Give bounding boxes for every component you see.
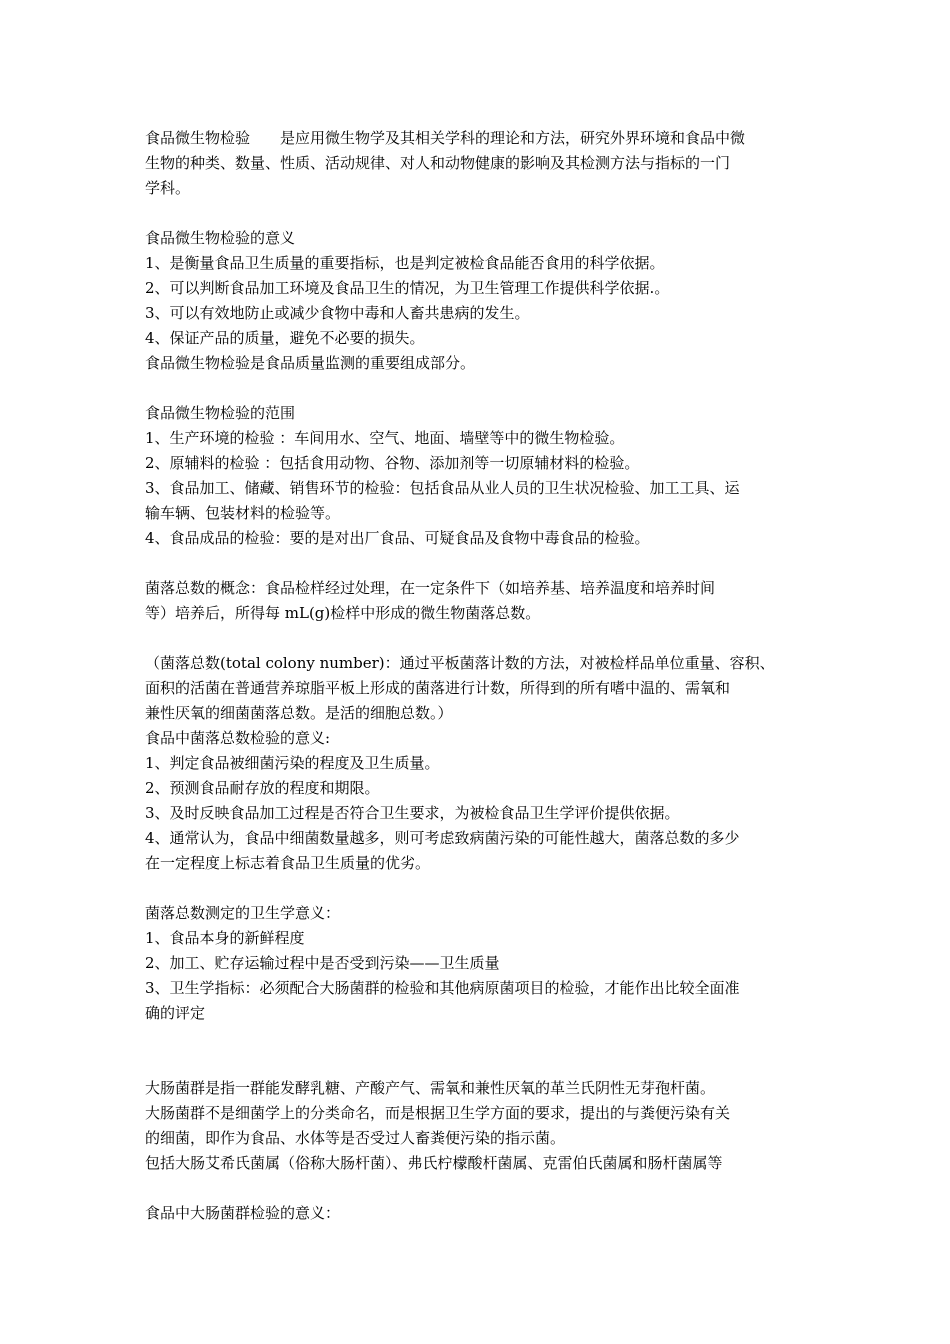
list-item: 1、是衡量食品卫生质量的重要指标，也是判定被检食品能否食用的科学依据。 bbox=[145, 254, 665, 272]
list-item: 4、通常认为，食品中细菌数量越多，则可考虑致病菌污染的可能性越大，菌落总数的多少 bbox=[145, 829, 740, 847]
paragraph-line: 的细菌，即作为食品、水体等是否受过人畜粪便污染的指示菌。 bbox=[145, 1129, 566, 1147]
section-heading: 菌落总数测定的卫生学意义： bbox=[145, 904, 341, 922]
blank-line bbox=[145, 1176, 815, 1201]
list-item: 1、判定食品被细菌污染的程度及卫生质量。 bbox=[145, 754, 440, 772]
paragraph-line: 大肠菌群不是细菌学上的分类命名，而是根据卫生学方面的要求，提出的与粪便污染有关 bbox=[145, 1104, 731, 1122]
paragraph-line: 包括大肠艾希氏菌属（俗称大肠杆菌）、弗氏柠檬酸杆菌属、克雷伯氏菌属和肠杆菌属等 bbox=[145, 1154, 723, 1172]
paragraph-line: 菌落总数的概念：食品检样经过处理，在一定条件下（如培养基、培养温度和培养时间 bbox=[145, 579, 716, 597]
paragraph-line: 大肠菌群是指一群能发酵乳糖、产酸产气、需氧和兼性厌氧的革兰氏阴性无芽孢杆菌。 bbox=[145, 1079, 716, 1097]
blank-line bbox=[145, 551, 815, 576]
list-item: 3、卫生学指标：必须配合大肠菌群的检验和其他病原菌项目的检验，才能作出比较全面准 bbox=[145, 979, 740, 997]
list-item-continued: 输车辆、包装材料的检验等。 bbox=[145, 504, 341, 522]
paragraph-line: 生物的种类、数量、性质、活动规律、对人和动物健康的影响及其检测方法与指标的一门 bbox=[145, 154, 731, 172]
list-item: 2、加工、贮存运输过程中是否受到污染——卫生质量 bbox=[145, 954, 500, 972]
list-item: 1、食品本身的新鲜程度 bbox=[145, 929, 305, 947]
section-heading: 食品中菌落总数检验的意义: bbox=[145, 729, 331, 747]
blank-line bbox=[145, 1051, 815, 1076]
list-item: 4、保证产品的质量，避免不必要的损失。 bbox=[145, 329, 425, 347]
paragraph-line: 面积的活菌在普通营养琼脂平板上形成的菌落进行计数，所得到的所有嗜中温的、需氧和 bbox=[145, 679, 731, 697]
section-heading: 食品中大肠菌群检验的意义： bbox=[145, 1204, 341, 1222]
blank-line bbox=[145, 626, 815, 651]
list-item: 2、可以判断食品加工环境及食品卫生的情况，为卫生管理工作提供科学依据.。 bbox=[145, 279, 670, 297]
paragraph-line: （菌落总数(total colony number)：通过平板菌落计数的方法，对被检样品单位重量、容积、 bbox=[145, 654, 775, 672]
list-item: 3、可以有效地防止或减少食物中毒和人畜共患病的发生。 bbox=[145, 304, 530, 322]
blank-line bbox=[145, 201, 815, 226]
paragraph-line: 等）培养后，所得每 mL(g)检样中形成的微生物菌落总数。 bbox=[145, 604, 541, 622]
blank-line bbox=[145, 376, 815, 401]
blank-line bbox=[145, 876, 815, 901]
blank-line bbox=[145, 1026, 815, 1051]
paragraph-line: 学科。 bbox=[145, 179, 191, 197]
paragraph-line: 兼性厌氧的细菌菌落总数。是活的细胞总数。） bbox=[145, 704, 453, 722]
list-item: 2、原辅料的检验 ：包括食用动物、谷物、添加剂等一切原辅材料的检验。 bbox=[145, 454, 640, 472]
paragraph-line: 食品微生物检验 是应用微生物学及其相关学科的理论和方法，研究外界环境和食品中微 bbox=[145, 129, 746, 147]
paragraph-line: 食品微生物检验是食品质量监测的重要组成部分。 bbox=[145, 354, 476, 372]
list-item: 3、及时反映食品加工过程是否符合卫生要求，为被检食品卫生学评价提供依据。 bbox=[145, 804, 680, 822]
list-item-continued: 确的评定 bbox=[145, 1004, 206, 1022]
document-body bbox=[145, 126, 815, 1226]
section-heading: 食品微生物检验的意义 bbox=[145, 229, 296, 247]
list-item: 3、食品加工、储藏、销售环节的检验：包括食品从业人员的卫生状况检验、加工工具、运 bbox=[145, 479, 740, 497]
section-heading: 食品微生物检验的范围 bbox=[145, 404, 296, 422]
list-item: 1、生产环境的检验 ：车间用水、空气、地面、墙壁等中的微生物检验。 bbox=[145, 429, 625, 447]
list-item: 4、食品成品的检验：要的是对出厂食品、可疑食品及食物中毒食品的检验。 bbox=[145, 529, 650, 547]
list-item: 2、预测食品耐存放的程度和期限。 bbox=[145, 779, 380, 797]
list-item-continued: 在一定程度上标志着食品卫生质量的优劣。 bbox=[145, 854, 431, 872]
